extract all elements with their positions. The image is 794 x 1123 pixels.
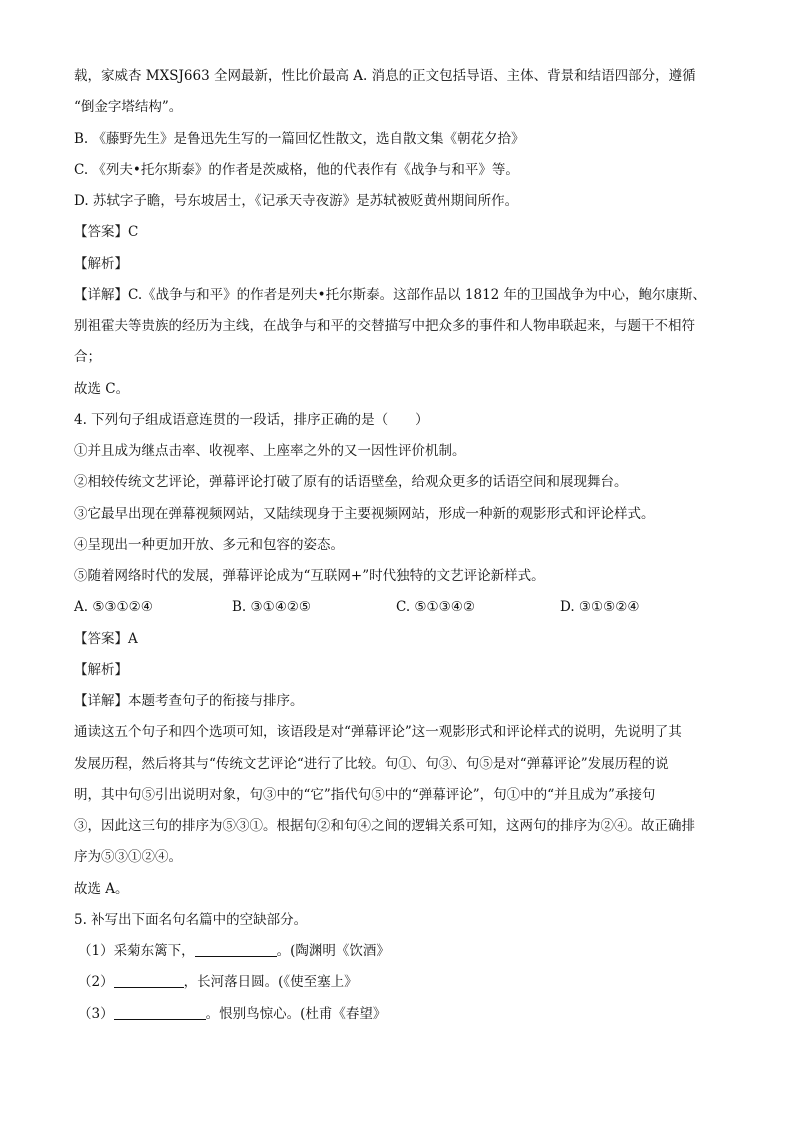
- text-line: “倒金字塔结构”。: [74, 99, 183, 115]
- answer-label: 【答案】C: [74, 224, 139, 240]
- text-line: ③，因此这三句的排序为⑤③①。根据句②和句④之间的逻辑关系可知，这两句的排序为②④。故正确排: [74, 818, 695, 834]
- answer-blank[interactable]: [114, 1005, 206, 1020]
- option-c: C. ⑤①③④②: [396, 599, 475, 615]
- analysis-label: 【解析】: [74, 662, 128, 678]
- text-line: 别祖霍夫等贵族的经历为主线，在战争与和平的交替描写中把众多的事件和人物串联起来，与题干不相符: [74, 318, 695, 334]
- option-b: B. ③①④②⑤: [232, 599, 312, 615]
- sentence-5: ⑤随着网络时代的发展，弹幕评论成为“互联网+”时代独特的文艺评论新样式。: [74, 568, 545, 584]
- conclusion-line: 故选 C。: [74, 381, 130, 397]
- fill-item-3: [78, 1005, 386, 1023]
- conclusion-line: 故选 A。: [74, 881, 129, 897]
- option-d: D. ③①⑤②④: [560, 599, 640, 615]
- option-d-line: D. 苏轼字子瞻，号东坡居士，《记承天寺夜游》是苏轼被贬黄州期间所作。: [74, 193, 519, 209]
- sentence-1: ①并且成为继点击率、收视率、上座率之外的又一因性评价机制。: [74, 443, 466, 459]
- option-c-line: C. 《列夫•托尔斯泰》的作者是茨威格，他的代表作有《战争与和平》等。: [74, 162, 519, 178]
- question-4-stem: 4. 下列句子组成语意连贯的一段话，排序正确的是（ ）: [74, 412, 429, 428]
- text-line: 序为⑤③①②④。: [74, 849, 182, 865]
- sentence-4: ④呈现出一种更加开放、多元和包容的姿态。: [74, 537, 344, 553]
- fill-item-number: （2）: [78, 974, 114, 990]
- fill-item-1: [78, 942, 390, 960]
- question-5-stem: 5. 补写出下面名句名篇中的空缺部分。: [74, 912, 308, 928]
- text-line: 发展历程，然后将其与“传统文艺评论“进行了比较。句①、句③、句⑤是对“弹幕评论”发展历程的说: [74, 756, 669, 772]
- option-b-line: B. 《藤野先生》是鲁迅先生写的一篇回忆性散文，选自散文集《朝花夕拾》: [74, 131, 525, 147]
- answer-label: 【答案】A: [74, 631, 138, 647]
- text-line: 载，家威杏 MXSJ663 全网最新，性比价最高 A. 消息的正文包括导语、主体、背景和结语四部分，遵循: [74, 68, 696, 84]
- fill-item-number: （3）: [78, 1006, 114, 1022]
- fill-item-source: 。恨别鸟惊心。(杜甫《春望》: [205, 1006, 387, 1022]
- sentence-3: ③它最早出现在弹幕视频网站，又陆续现身于主要视频网站，形成一种新的观影形式和评论样式。: [74, 506, 655, 522]
- text-line: 通读这五个句子和四个选项可知，该语段是对“弹幕评论”这一观影形式和评论样式的说明，先说明了其: [74, 724, 682, 740]
- text-line: 合；: [74, 349, 101, 365]
- analysis-label: 【解析】: [74, 256, 128, 272]
- fill-item-2: [78, 973, 358, 991]
- fill-item-source: 。(陶渊明《饮酒》: [276, 943, 390, 959]
- option-a: A. ⑤③①②④: [74, 599, 153, 615]
- answer-blank[interactable]: [195, 942, 277, 957]
- detail-line: 【详解】C.《战争与和平》的作者是列夫•托尔斯泰。这部作品以 1812 年的卫国战争为中心，鲍尔康斯、: [74, 287, 707, 303]
- fill-item-number: （1）: [78, 943, 114, 959]
- sentence-2: ②相较传统文艺评论，弹幕评论打破了原有的话语壁垒，给观众更多的话语空间和展现舞台。: [74, 474, 628, 490]
- text-line: 明，其中句⑤引出说明对象，句③中的“它”指代句⑤中的“弹幕评论”，句①中的“并且成为”承接句: [74, 787, 656, 803]
- fill-item-source: ，长河落日圆。(《使至塞上》: [183, 974, 358, 990]
- fill-item-text: 采菊东篱下，: [113, 943, 195, 959]
- detail-line: 【详解】本题考查句子的衔接与排序。: [74, 693, 304, 709]
- answer-blank[interactable]: [114, 973, 184, 988]
